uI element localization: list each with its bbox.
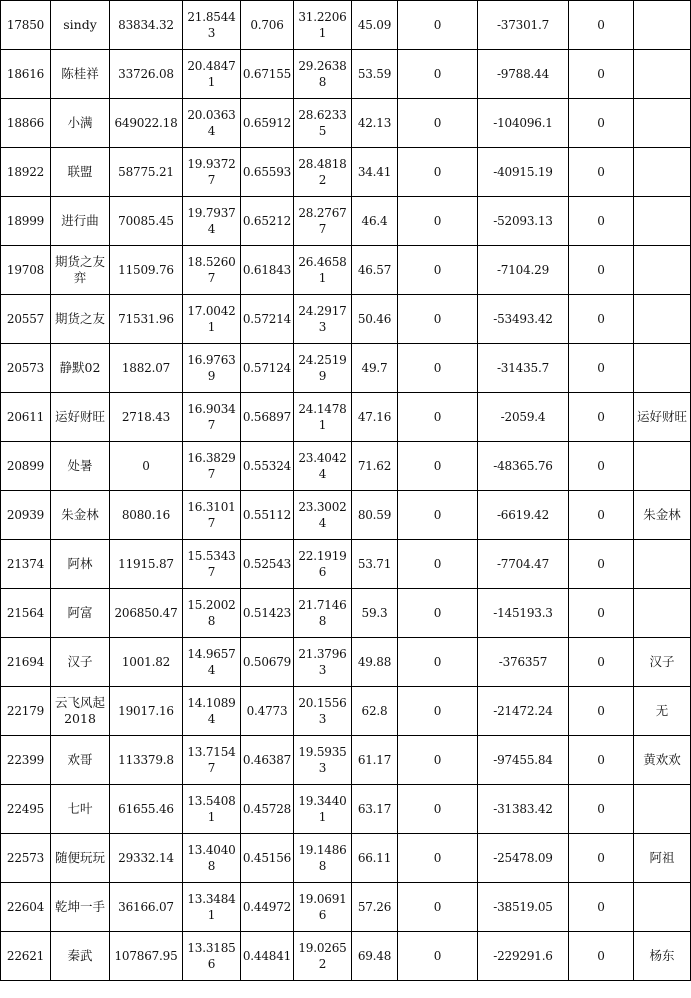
balance-cell: -2059.4 [478,393,569,442]
table-row [1,491,691,540]
flag-cell: 0 [569,393,634,442]
ratio-a-cell: 16.38297 [183,442,241,491]
zero-cell: 0 [398,197,478,246]
note-cell [634,344,691,393]
flag-cell: 0 [569,197,634,246]
ratio-a-cell: 17.00421 [183,295,241,344]
ratio-c-cell: 24.25199 [294,344,352,393]
score-cell: 59.3 [352,589,398,638]
id-cell: 22621 [1,932,51,981]
balance-cell: -25478.09 [478,834,569,883]
ratio-a-cell: 18.52607 [183,246,241,295]
balance-cell: -52093.13 [478,197,569,246]
zero-cell: 0 [398,491,478,540]
id-cell: 17850 [1,1,51,50]
id-cell: 18616 [1,50,51,99]
ratio-a-cell: 13.71547 [183,736,241,785]
ratio-b-cell: 0.65212 [241,197,294,246]
ratio-b-cell: 0.45728 [241,785,294,834]
amount-cell: 36166.07 [110,883,183,932]
zero-cell: 0 [398,687,478,736]
ratio-a-cell: 16.97639 [183,344,241,393]
ratio-b-cell: 0.50679 [241,638,294,687]
amount-cell: 29332.14 [110,834,183,883]
name-cell: 进行曲 [51,197,110,246]
id-cell: 20573 [1,344,51,393]
flag-cell: 0 [569,1,634,50]
balance-cell: -6619.42 [478,491,569,540]
ratio-a-cell: 14.96574 [183,638,241,687]
score-cell: 66.11 [352,834,398,883]
id-cell: 20939 [1,491,51,540]
balance-cell: -7704.47 [478,540,569,589]
zero-cell: 0 [398,785,478,834]
ratio-c-cell: 20.15563 [294,687,352,736]
note-cell [634,50,691,99]
ratio-c-cell: 21.71468 [294,589,352,638]
zero-cell: 0 [398,393,478,442]
ratio-b-cell: 0.52543 [241,540,294,589]
zero-cell: 0 [398,148,478,197]
flag-cell: 0 [569,589,634,638]
zero-cell: 0 [398,246,478,295]
ratio-a-cell: 13.31856 [183,932,241,981]
flag-cell: 0 [569,344,634,393]
note-cell [634,1,691,50]
name-cell: 处暑 [51,442,110,491]
id-cell: 22179 [1,687,51,736]
ratio-a-cell: 21.85443 [183,1,241,50]
ratio-b-cell: 0.65593 [241,148,294,197]
id-cell: 20557 [1,295,51,344]
table-row [1,785,691,834]
zero-cell: 0 [398,932,478,981]
flag-cell: 0 [569,246,634,295]
note-cell [634,197,691,246]
note-cell [634,883,691,932]
balance-cell: -38519.05 [478,883,569,932]
name-cell: 七叶 [51,785,110,834]
name-cell: 期货之友弈 [51,246,110,295]
amount-cell: 113379.8 [110,736,183,785]
ratio-c-cell: 28.62335 [294,99,352,148]
balance-cell: -40915.19 [478,148,569,197]
note-cell: 汉子 [634,638,691,687]
flag-cell: 0 [569,148,634,197]
id-cell: 18866 [1,99,51,148]
zero-cell: 0 [398,99,478,148]
name-cell: 欢哥 [51,736,110,785]
ratio-c-cell: 19.06916 [294,883,352,932]
ratio-b-cell: 0.61843 [241,246,294,295]
id-cell: 22573 [1,834,51,883]
ratio-c-cell: 22.19196 [294,540,352,589]
amount-cell: 2718.43 [110,393,183,442]
balance-cell: -31435.7 [478,344,569,393]
zero-cell: 0 [398,540,478,589]
score-cell: 71.62 [352,442,398,491]
note-cell: 无 [634,687,691,736]
amount-cell: 0 [110,442,183,491]
note-cell [634,540,691,589]
id-cell: 21564 [1,589,51,638]
amount-cell: 11915.87 [110,540,183,589]
ratio-a-cell: 13.34841 [183,883,241,932]
note-cell: 黄欢欢 [634,736,691,785]
score-cell: 47.16 [352,393,398,442]
flag-cell: 0 [569,638,634,687]
ratio-a-cell: 13.40408 [183,834,241,883]
ratio-b-cell: 0.44841 [241,932,294,981]
flag-cell: 0 [569,932,634,981]
balance-cell: -53493.42 [478,295,569,344]
score-cell: 57.26 [352,883,398,932]
amount-cell: 19017.16 [110,687,183,736]
amount-cell: 107867.95 [110,932,183,981]
name-cell: 乾坤一手 [51,883,110,932]
ratio-c-cell: 21.37963 [294,638,352,687]
amount-cell: 1882.07 [110,344,183,393]
amount-cell: 11509.76 [110,246,183,295]
ratio-b-cell: 0.51423 [241,589,294,638]
balance-cell: -7104.29 [478,246,569,295]
name-cell: 期货之友 [51,295,110,344]
name-cell: sindy [51,1,110,50]
zero-cell: 0 [398,442,478,491]
note-cell [634,442,691,491]
flag-cell: 0 [569,295,634,344]
score-cell: 53.59 [352,50,398,99]
score-cell: 42.13 [352,99,398,148]
ratio-c-cell: 24.14781 [294,393,352,442]
note-cell: 阿祖 [634,834,691,883]
score-cell: 46.4 [352,197,398,246]
amount-cell: 70085.45 [110,197,183,246]
amount-cell: 61655.46 [110,785,183,834]
name-cell: 运好财旺 [51,393,110,442]
score-cell: 80.59 [352,491,398,540]
table-row [1,589,691,638]
ratio-a-cell: 19.79374 [183,197,241,246]
ratio-b-cell: 0.55112 [241,491,294,540]
ratio-c-cell: 19.34401 [294,785,352,834]
flag-cell: 0 [569,687,634,736]
ratio-c-cell: 24.29173 [294,295,352,344]
score-cell: 49.88 [352,638,398,687]
name-cell: 小满 [51,99,110,148]
amount-cell: 71531.96 [110,295,183,344]
ratio-c-cell: 19.59353 [294,736,352,785]
table-row [1,638,691,687]
ratio-a-cell: 16.31017 [183,491,241,540]
ratio-c-cell: 19.02652 [294,932,352,981]
zero-cell: 0 [398,50,478,99]
ratio-b-cell: 0.706 [241,1,294,50]
ratio-a-cell: 19.93727 [183,148,241,197]
flag-cell: 0 [569,834,634,883]
name-cell: 阿富 [51,589,110,638]
zero-cell: 0 [398,344,478,393]
table-row [1,295,691,344]
score-cell: 69.48 [352,932,398,981]
name-cell: 阿林 [51,540,110,589]
table-row [1,246,691,295]
id-cell: 18922 [1,148,51,197]
balance-cell: -145193.3 [478,589,569,638]
zero-cell: 0 [398,295,478,344]
balance-cell: -21472.24 [478,687,569,736]
flag-cell: 0 [569,50,634,99]
amount-cell: 33726.08 [110,50,183,99]
name-cell: 静默02 [51,344,110,393]
zero-cell: 0 [398,589,478,638]
ratio-b-cell: 0.65912 [241,99,294,148]
balance-cell: -229291.6 [478,932,569,981]
score-cell: 49.7 [352,344,398,393]
note-cell [634,295,691,344]
table-row [1,197,691,246]
ratio-b-cell: 0.57124 [241,344,294,393]
name-cell: 随便玩玩 [51,834,110,883]
ratio-a-cell: 15.53437 [183,540,241,589]
ratio-a-cell: 13.54081 [183,785,241,834]
amount-cell: 1001.82 [110,638,183,687]
table-row [1,99,691,148]
ratio-b-cell: 0.56897 [241,393,294,442]
flag-cell: 0 [569,540,634,589]
amount-cell: 58775.21 [110,148,183,197]
ratio-c-cell: 19.14868 [294,834,352,883]
name-cell: 联盟 [51,148,110,197]
zero-cell: 0 [398,1,478,50]
id-cell: 20899 [1,442,51,491]
table-row [1,932,691,981]
note-cell [634,246,691,295]
score-cell: 45.09 [352,1,398,50]
id-cell: 19708 [1,246,51,295]
ratio-b-cell: 0.4773 [241,687,294,736]
ratio-c-cell: 28.48182 [294,148,352,197]
flag-cell: 0 [569,883,634,932]
ratio-b-cell: 0.46387 [241,736,294,785]
table-row [1,393,691,442]
flag-cell: 0 [569,442,634,491]
ratio-b-cell: 0.57214 [241,295,294,344]
note-cell [634,148,691,197]
score-cell: 63.17 [352,785,398,834]
score-cell: 50.46 [352,295,398,344]
amount-cell: 206850.47 [110,589,183,638]
balance-cell: -376357 [478,638,569,687]
ratio-c-cell: 28.27677 [294,197,352,246]
amount-cell: 649022.18 [110,99,183,148]
id-cell: 18999 [1,197,51,246]
table-row [1,687,691,736]
zero-cell: 0 [398,883,478,932]
id-cell: 22399 [1,736,51,785]
id-cell: 21694 [1,638,51,687]
table-row [1,883,691,932]
name-cell: 朱金林 [51,491,110,540]
flag-cell: 0 [569,99,634,148]
table-row [1,736,691,785]
ratio-a-cell: 16.90347 [183,393,241,442]
score-cell: 61.17 [352,736,398,785]
amount-cell: 8080.16 [110,491,183,540]
zero-cell: 0 [398,638,478,687]
ratio-b-cell: 0.55324 [241,442,294,491]
table-row [1,344,691,393]
id-cell: 22495 [1,785,51,834]
note-cell [634,589,691,638]
table-row [1,1,691,50]
table-row [1,442,691,491]
ratio-c-cell: 23.40424 [294,442,352,491]
table-row [1,540,691,589]
flag-cell: 0 [569,491,634,540]
ratio-b-cell: 0.44972 [241,883,294,932]
ratio-c-cell: 31.22061 [294,1,352,50]
score-cell: 46.57 [352,246,398,295]
ratio-c-cell: 29.26388 [294,50,352,99]
id-cell: 20611 [1,393,51,442]
balance-cell: -31383.42 [478,785,569,834]
flag-cell: 0 [569,736,634,785]
id-cell: 22604 [1,883,51,932]
table-row [1,834,691,883]
table-body [1,1,691,981]
ratio-c-cell: 26.46581 [294,246,352,295]
amount-cell: 83834.32 [110,1,183,50]
balance-cell: -9788.44 [478,50,569,99]
ratio-b-cell: 0.45156 [241,834,294,883]
balance-cell: -97455.84 [478,736,569,785]
name-cell: 汉子 [51,638,110,687]
score-cell: 62.8 [352,687,398,736]
balance-cell: -104096.1 [478,99,569,148]
note-cell: 朱金林 [634,491,691,540]
note-cell [634,99,691,148]
balance-cell: -37301.7 [478,1,569,50]
zero-cell: 0 [398,834,478,883]
id-cell: 21374 [1,540,51,589]
ratio-b-cell: 0.67155 [241,50,294,99]
score-cell: 53.71 [352,540,398,589]
score-cell: 34.41 [352,148,398,197]
zero-cell: 0 [398,736,478,785]
name-cell: 陈桂祥 [51,50,110,99]
balance-cell: -48365.76 [478,442,569,491]
table-row [1,148,691,197]
ratio-c-cell: 23.30024 [294,491,352,540]
name-cell: 云飞风起2018 [51,687,110,736]
name-cell: 秦武 [51,932,110,981]
flag-cell: 0 [569,785,634,834]
ratio-a-cell: 20.48471 [183,50,241,99]
table-row [1,50,691,99]
ratio-a-cell: 15.20028 [183,589,241,638]
note-cell: 运好财旺 [634,393,691,442]
ratio-a-cell: 14.10894 [183,687,241,736]
note-cell [634,785,691,834]
ratio-a-cell: 20.03634 [183,99,241,148]
note-cell: 杨东 [634,932,691,981]
